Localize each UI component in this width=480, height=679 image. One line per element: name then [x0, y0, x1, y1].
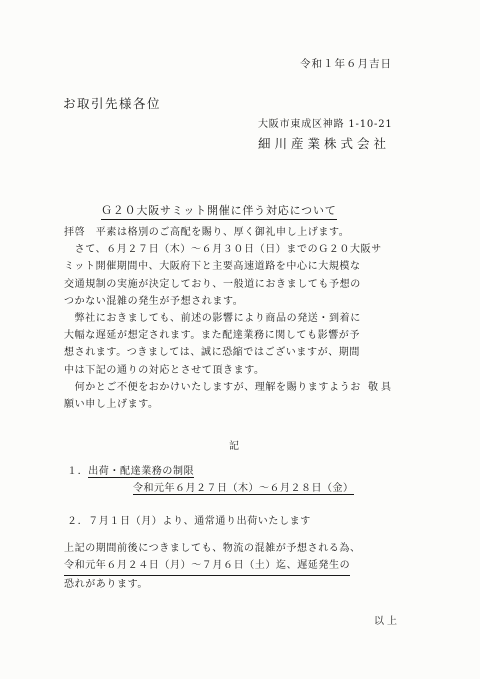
sender-address: 大阪市東成区神路 1-10-21 [258, 119, 393, 130]
body-line: ミット開催期間中、大阪府下と主要高速道路を中心に大規模な [64, 261, 361, 273]
note-line: 上記の期間前後につきましても、物流の混雑が予想される為、 [64, 543, 361, 554]
body-line: 何かとご不便をおかけいたしますが、理解を賜りますようお [64, 381, 361, 393]
note-line: 令和元年６月２４日（月）～７月６日（土）迄、遅延発生の [64, 557, 350, 575]
item-1-date: 令和元年６月２７日（木）～６月２８日（金） [133, 479, 354, 495]
letter-title: Ｇ２０大阪サミット開催に伴う対応について [101, 202, 337, 220]
body-line: 願い申し上げます。 [64, 399, 159, 411]
body-line: 大幅な遅延が想定されます。また配達業務に関しても影響が予 [64, 330, 360, 342]
letter-date: 令和１年６月吉日 [300, 58, 392, 70]
body-line: つかない混雑の発生が予想されます。 [64, 295, 244, 307]
body-line: 交通規制の実施が決定しており、一般道におきましても予想の [64, 278, 361, 290]
sender-company: 細川産業株式会社 [258, 136, 391, 151]
closing-keigu: 敬具 [368, 382, 394, 393]
item-2 [67, 512, 311, 527]
recipient-line: お取引先様各位 [63, 96, 162, 111]
body-line: 想されます。つきましては、誠に恐縮ではございますが、期間 [64, 347, 360, 359]
delay-note [64, 540, 361, 593]
item-1-number: １． [67, 466, 89, 477]
closing-ijou: 以上 [374, 616, 400, 627]
ki-heading: 記 [229, 441, 239, 452]
item-2-number: ２． [67, 516, 89, 527]
body-line: 中は下記の通りの対応とさせて頂きます。 [64, 364, 265, 376]
body-line: さて、６月２７日（木）～６月３０日（日）までのＧ２０大阪サ [64, 244, 382, 256]
item-1-label: 出荷・配達業務の制限 [88, 466, 195, 477]
item-2-text: ７月１日（月）より、通常通り出荷いたします [88, 516, 311, 527]
note-line: 恐れがあります。 [64, 578, 148, 590]
item-1 [67, 462, 194, 477]
letter-body [64, 224, 414, 413]
body-line: 拝啓 平素は格別のご高配を賜り、厚く御礼申し上げます。 [64, 227, 350, 238]
body-line: 弊社におきましても、前述の影響により商品の発送・到着に [64, 313, 361, 325]
